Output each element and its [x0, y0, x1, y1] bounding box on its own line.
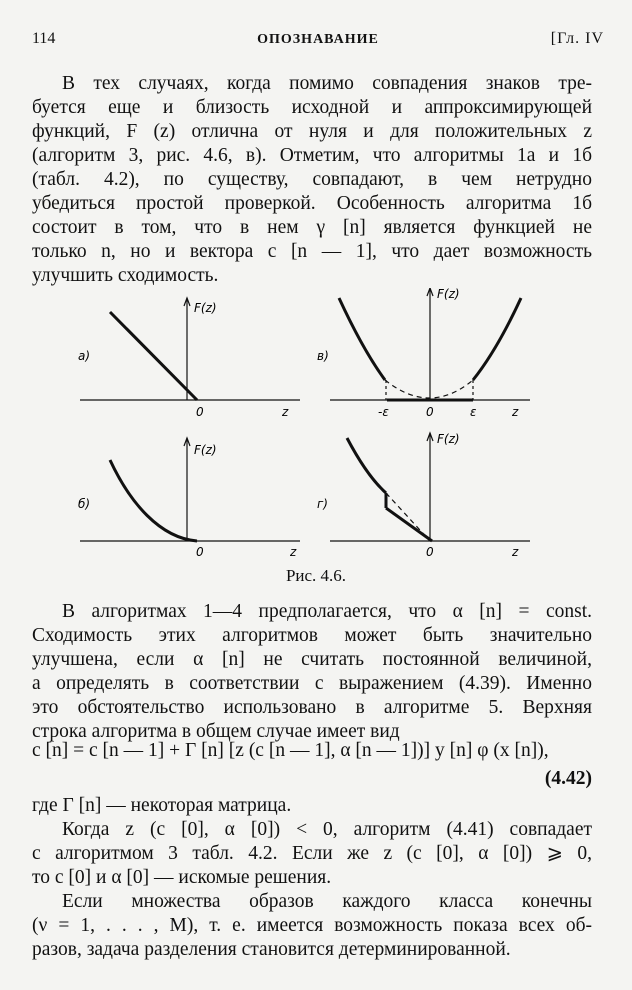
formula-4-42: c [n] = c [n — 1] + Γ [n] [z (c [n — 1], α [n — 1])] y [n] φ (x [n]), — [32, 740, 549, 761]
origin-label: 0 — [426, 405, 434, 419]
y-axis-label: F(z) — [437, 432, 460, 446]
x-axis-label: z — [512, 545, 519, 558]
origin-label: 0 — [426, 545, 434, 558]
equation-number: (4.42) — [544, 768, 592, 789]
curve-v-left — [339, 298, 385, 380]
paragraph-4 — [32, 818, 592, 890]
panel-a — [78, 298, 300, 419]
text-line: В тех случаях, когда помимо совпадения знаков тре- — [62, 73, 592, 94]
text-line: (алгоритм 3, рис. 4.6, в). Отметим, что алгоритмы 1а и 1б — [32, 145, 592, 166]
paragraph-1 — [32, 72, 592, 288]
paragraph-2 — [32, 600, 592, 744]
page-header — [32, 30, 604, 52]
curve-b — [110, 460, 197, 541]
panel-g — [317, 432, 530, 558]
y-axis-label: F(z) — [437, 288, 460, 301]
paragraph-3 — [32, 794, 592, 818]
paragraph-5 — [32, 890, 592, 962]
epsilon-label: ε — [470, 405, 477, 419]
text-line: состоит в том, что в нем γ [n] является функцией не — [32, 217, 592, 238]
text-line: строка алгоритма в общем случае имеет вид — [32, 721, 400, 742]
curve-g-upper — [347, 438, 386, 493]
panel-b-label: б) — [78, 497, 91, 511]
text-line: улучшена, если α [n] не считать постоянной величиной, — [32, 649, 592, 670]
text-line: функций, F (z) отлична от нуля и для положительных z — [32, 121, 592, 142]
minus-epsilon-label: -ε — [378, 405, 389, 419]
text-line: а определять в соответствии с выражением (4.39). Именно — [32, 673, 592, 694]
panel-b — [78, 438, 300, 558]
text-line: В алгоритмах 1—4 предполагается, что α [n] = const. — [62, 601, 592, 622]
y-axis-label: F(z) — [194, 301, 217, 315]
text-line: улучшить сходимость. — [32, 265, 219, 286]
origin-label: 0 — [196, 545, 204, 558]
text-line: Сходимость этих алгоритмов может быть значительно — [32, 625, 592, 646]
text-line: только n, но и вектора c [n — 1], что дает возможность — [32, 241, 592, 262]
text-line: буется еще и близость исходной и аппроксимирующей — [32, 97, 592, 118]
chapter-title: ОПОЗНАВАНИЕ — [257, 32, 379, 47]
origin-label: 0 — [196, 405, 204, 419]
text-line: с алгоритмом 3 табл. 4.2. Если же z (c [0], α [0]) ⩾ 0, — [32, 843, 592, 864]
text-line: то c [0] и α [0] — искомые решения. — [32, 867, 332, 888]
panel-g-label: г) — [317, 497, 328, 511]
y-axis-label: F(z) — [194, 443, 217, 457]
text-line: (ν = 1, . . . , M), т. е. имеется возможность показа всех об- — [32, 915, 592, 936]
text-line: Если множества образов каждого класса конечны — [62, 891, 592, 912]
figure-4-6 — [60, 288, 550, 558]
dashed-parabola — [385, 380, 473, 398]
x-axis-label: z — [290, 545, 297, 558]
text-line: разов, задача разделения становится детерминированной. — [32, 939, 511, 960]
text-line: убедиться простой проверкой. Особенность алгоритма 1б — [32, 193, 592, 214]
text-line: (табл. 4.2), по существу, совпадают, в чем нетрудно — [32, 169, 592, 190]
curve-a — [110, 312, 197, 400]
figure-caption: Рис. 4.6. — [285, 566, 347, 585]
panel-v — [317, 288, 530, 419]
text-line: это обстоятельство использовано в алгоритме 5. Верхняя — [32, 697, 592, 718]
chapter-reference: [Гл. IV — [550, 30, 604, 47]
panel-a-label: a) — [78, 349, 91, 363]
x-axis-label: z — [282, 405, 289, 419]
panel-v-label: в) — [317, 349, 329, 363]
curve-v-right — [473, 298, 521, 380]
dashed-line — [386, 493, 430, 541]
text-line: Когда z (c [0], α [0]) < 0, алгоритм (4.41) совпадает — [62, 819, 592, 840]
text-line: где Γ [n] — некоторая матрица. — [32, 795, 292, 816]
x-axis-label: z — [512, 405, 519, 419]
page-number: 114 — [32, 30, 56, 47]
